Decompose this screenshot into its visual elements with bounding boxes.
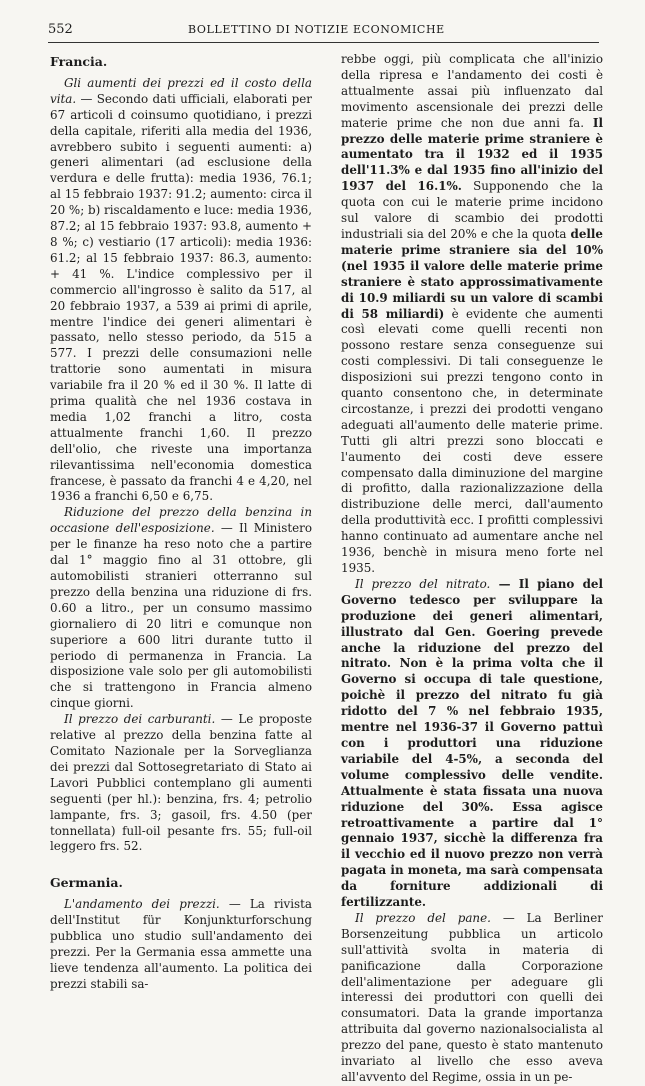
subsection-title: L'andamento dei prezzi.: [64, 897, 220, 912]
section-heading-germany: Germania.: [50, 875, 123, 891]
paragraph-nitrate-price: [341, 577, 603, 911]
paragraph-gasoline-reduction: [50, 505, 312, 712]
paragraph-price-trend: [50, 897, 312, 992]
bold-text-run: delle materie prime straniere sia del 10% (nel 1935 il valore delle materie prime straniere è stato approssimativamente di 10.9 miliardi su un valore di scambi di 58 miliardi): [341, 226, 603, 321]
paragraph-cost-of-living: [50, 76, 312, 505]
section-heading-france: Francia.: [50, 54, 108, 69]
bold-text-run: — Il piano del Governo tedesco per sviluppare la produzione dei generi alimentari, illustrato dal Gen. Goering prevede anche la riduzione del prezzo del nitrato. Non è la prima volta che il Governo si occupa di tale questione, poichè il prezzo del nitrato fu già ridotto del 7 % nel febbraio 1935, mentre nel 1936-37 il Governo pattuì con i produttori una riduzione variabile del 4-5%, a seconda del volume complessivo delle vendite.: [341, 576, 603, 782]
running-title: BOLLETTINO DI NOTIZIE ECONOMICHE: [188, 23, 445, 36]
header-rule: [48, 42, 599, 43]
text-run: rebbe oggi, più complicata che all'inizio della ripresa e l'andamento dei costi è attualmente assai più influenzato dal movimento ascensionale dei prezzi delle materie prime che non due anni fa.: [341, 52, 603, 130]
subsection-title: Riduzione del prezzo della benzina in occasione dell'esposizione.: [50, 505, 312, 536]
subsection-title: Il prezzo dei carburanti.: [64, 712, 216, 727]
paragraph-text: — Il Ministero per le finanze ha reso noto che a partire dal 1° maggio fino al 31 ottobre, gli automobilisti stranieri otterranno sul prezzo della benzina una riduzione di frs. 0.60 a litro., per un consumo massimo giornaliero di 20 litri e comunque non superiore a 600 litri durante tutto il periodo di permanenza in Francia. La disposizione vale solo per gli automobilisti che si trattengono in Francia almeno cinque giorni.: [50, 521, 312, 711]
paragraph-fuel-prices: [50, 712, 312, 855]
text-run: Supponendo che la quota con cui le materie prime incidono sul valore di scambio dei prodotti industriali sia del 20% e che la quota: [341, 179, 603, 241]
paragraph-continuation: [341, 52, 603, 577]
page-header: [48, 22, 599, 40]
paragraph-text: — La Berliner Borsenzeitung pubblica un articolo sull'attività svolta in materia di panificazione dalla Corporazione dell'alimentazione per adeguare gli interessi dei produttori con quelli dei consumatori. Data la grande importanza attribuita dal governo nazionalsocialista al prezzo del pane, questo è stato mantenuto invariato al livello che esso aveva all'avvento del Regime, ossia in un pe-: [341, 910, 603, 1084]
right-column: [341, 52, 603, 1086]
text-run: è evidente che aumenti così elevati come quelli recenti non possono restare senza conseguenze sui costi complessivi. Di tali conseguenze le disposizioni sui prezzi tengono conto in quanto consentono che, in determinate circostanze, i prezzi dei prodotti vengano adeguati all'aumento delle materie prime. Tutti gli altri prezzi sono bloccati e l'aumento dei costi deve essere compensato dalla diminuzione del margine di profitto, dalla razionalizzazione della distribuzione delle merci, dall'aumento della produttività ecc. I profitti complessivi hanno continuato ad aumentare anche nel 1936, benchè in misura meno forte nel 1935.: [341, 306, 603, 575]
paragraph-text: — La rivista dell'Institut für Konjunkturforschung pubblica uno studio sull'andamento dei prezzi. Per la Germania essa ammette una lieve tendenza all'aumento. La politica dei prezzi stabili sa-: [50, 897, 312, 991]
page-number: 552: [48, 22, 73, 37]
bold-text-run: Il prezzo delle materie prime straniere è aumentato tra il 1932 ed il 1935 dell'11.3% e dal 1935 fino all'inizio del 1937 del 16.1%.: [341, 115, 603, 194]
subsection-title: Il prezzo del pane.: [355, 910, 491, 925]
paragraph-text: — Le proposte relative al prezzo della benzina fatte al Comitato Nazionale per la Sorveglianza dei prezzi dal Sottosegretariato di Stato ai Lavori Pubblici contemplano gli aumenti seguenti (per hl.): benzina, frs. 4; petrolio lampante, frs. 3; gasoil, frs. 4.50 (per tonnellata) full-oil pesante frs. 55; full-oil leggero frs. 52.: [50, 712, 312, 854]
subsection-title: Gli aumenti dei prezzi ed il costo della vita.: [50, 75, 312, 106]
subsection-title: Il prezzo del nitrato.: [355, 576, 491, 591]
paragraph-text: — Secondo dati ufficiali, elaborati per 67 articoli d coinsumo quotidiano, i prezzi della capitale, riferiti alla media del 1936, avrebbero subito i seguenti aumenti: a) generi alimentari (ad esclusione della verdura e delle frutta): media 1936, 76.1; al 15 febbraio 1937: 91.2; aumento: circa il 20 %; b) riscaldamento e luce: media 1936, 87.2; al 15 febbraio 1937: 93.8, aumento + 8 %; c) vestiario (17 articoli): media 1936: 61.2; al 15 febbraio 1937: 86.3, aumento: + 41 %. L'indice complessivo per il commercio all'ingrosso è salito da 517, al 20 febbraio 1937, a 539 ai primi di aprile, mentre l'indice dei generi alimentari è passato, nello stesso periodo, da 515 a 577. I prezzi delle consumazioni nelle trattorie sono aumentati in misura variabile fra il 20 % ed il 30 %. Il latte di prima qualità che nel 1936 costava in media 1,02 franchi a litro, costa attualmente franchi 1,60. Il prezzo dell'olio, che riveste una importanza rilevantissima nell'economia domestica francese, è passato da franchi 4 e 4,20, nel 1936 a franchi 6,50 e 6,75.: [50, 91, 312, 504]
left-column: [50, 52, 312, 993]
bold-text-run: Attualmente è stata fissata una nuova riduzione del 30%. Essa agisce retroattivamente a partire dal 1° gennaio 1937, sicchè la differenza fra il vecchio ed il nuovo prezzo non verrà pagata in moneta, ma sarà compensata da forniture addizionali di fertilizzante.: [341, 783, 603, 910]
paragraph-bread-price: [341, 911, 603, 1086]
